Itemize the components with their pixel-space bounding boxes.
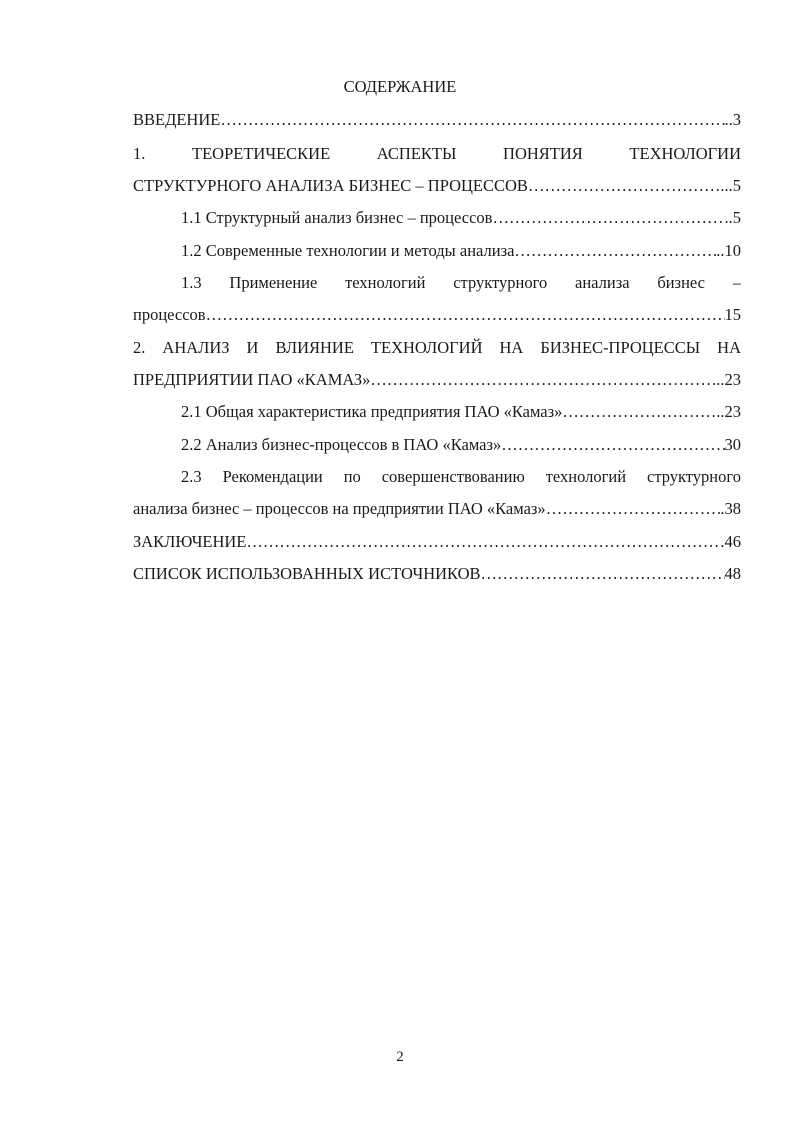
toc-page-number: .38: [720, 499, 741, 518]
toc-page-number: ..10: [716, 241, 741, 260]
toc-page-number: ..5: [724, 208, 741, 227]
toc-entry-text: СПИСОК ИСПОЛЬЗОВАННЫХ ИСТОЧНИКОВ: [133, 564, 481, 583]
toc-entry-section-2-3-line1: 2.3 Рекомендации по совершенствованию технологий структурного: [181, 467, 741, 486]
toc-leader-dots: [492, 207, 724, 229]
toc-page-number: ..3: [724, 110, 741, 129]
toc-entry-sources: [133, 563, 741, 585]
toc-leader-dots: [481, 563, 725, 585]
toc-entry-text: процессов: [133, 305, 206, 324]
toc-leader-dots: [501, 434, 724, 456]
toc-entry-conclusion: [133, 531, 741, 553]
toc-entry-text: 1.2 Современные технологии и методы анализа: [181, 241, 515, 260]
toc-page-number: .46: [720, 532, 741, 551]
toc-page-number: 15: [724, 305, 741, 324]
toc-leader-dots: [206, 304, 725, 326]
toc-entry-text: ПРЕДПРИЯТИИ ПАО «КАМАЗ»: [133, 370, 371, 389]
toc-entry-text: 2.1 Общая характеристика предприятия ПАО «Камаз»: [181, 402, 563, 421]
toc-entry-section-1-3-line1: 1.3 Применение технологий структурного анализа бизнес –: [181, 273, 741, 292]
toc-title: СОДЕРЖАНИЕ: [343, 77, 457, 96]
toc-entry-section-1-2: [181, 240, 741, 262]
toc-leader-dots: [514, 240, 716, 262]
toc-entry-text: ЗАКЛЮЧЕНИЕ: [133, 532, 247, 551]
toc-leader-dots: [528, 175, 720, 197]
toc-entry-chapter1-line2: [133, 175, 741, 197]
toc-entry-chapter1-line1: 1. ТЕОРЕТИЧЕСКИЕ АСПЕКТЫ ПОНЯТИЯ ТЕХНОЛОГИИ: [133, 144, 741, 163]
toc-leader-dots: [220, 109, 724, 131]
toc-page-number: ...5: [720, 176, 741, 195]
toc-leader-dots: [370, 369, 712, 391]
toc-page-number: 30: [724, 435, 741, 454]
toc-entry-text: 2.2 Анализ бизнес-процессов в ПАО «Камаз»: [181, 435, 502, 454]
toc-entry-chapter2-line2: [133, 369, 741, 391]
page-number: 2: [396, 1049, 404, 1065]
toc-leader-dots: [562, 401, 716, 423]
toc-entry-text: анализа бизнес – процессов на предприятии ПАО «Камаз»: [133, 499, 546, 518]
toc-entry-section-2-1: [181, 401, 741, 423]
toc-leader-dots: [546, 498, 721, 520]
toc-page-number: 48: [724, 564, 741, 583]
toc-entry-section-1-3-line2: [133, 304, 741, 326]
toc-entry-chapter2-line1: 2. АНАЛИЗ И ВЛИЯНИЕ ТЕХНОЛОГИЙ НА БИЗНЕС-ПРОЦЕССЫ НА: [133, 338, 741, 357]
toc-leader-dots: [246, 531, 720, 553]
toc-entry-intro: [133, 109, 741, 131]
toc-page-number: ..23: [716, 402, 741, 421]
toc-page-number: ...23: [712, 370, 741, 389]
toc-entry-section-1-1: [181, 207, 741, 229]
toc-entry-text: ВВЕДЕНИЕ: [133, 110, 221, 129]
toc-entry-text: СТРУКТУРНОГО АНАЛИЗА БИЗНЕС – ПРОЦЕССОВ: [133, 176, 528, 195]
toc-entry-section-2-3-line2: [133, 498, 741, 520]
toc-entry-section-2-2: [181, 434, 741, 456]
toc-entry-text: 1.1 Структурный анализ бизнес – процессов: [181, 208, 493, 227]
